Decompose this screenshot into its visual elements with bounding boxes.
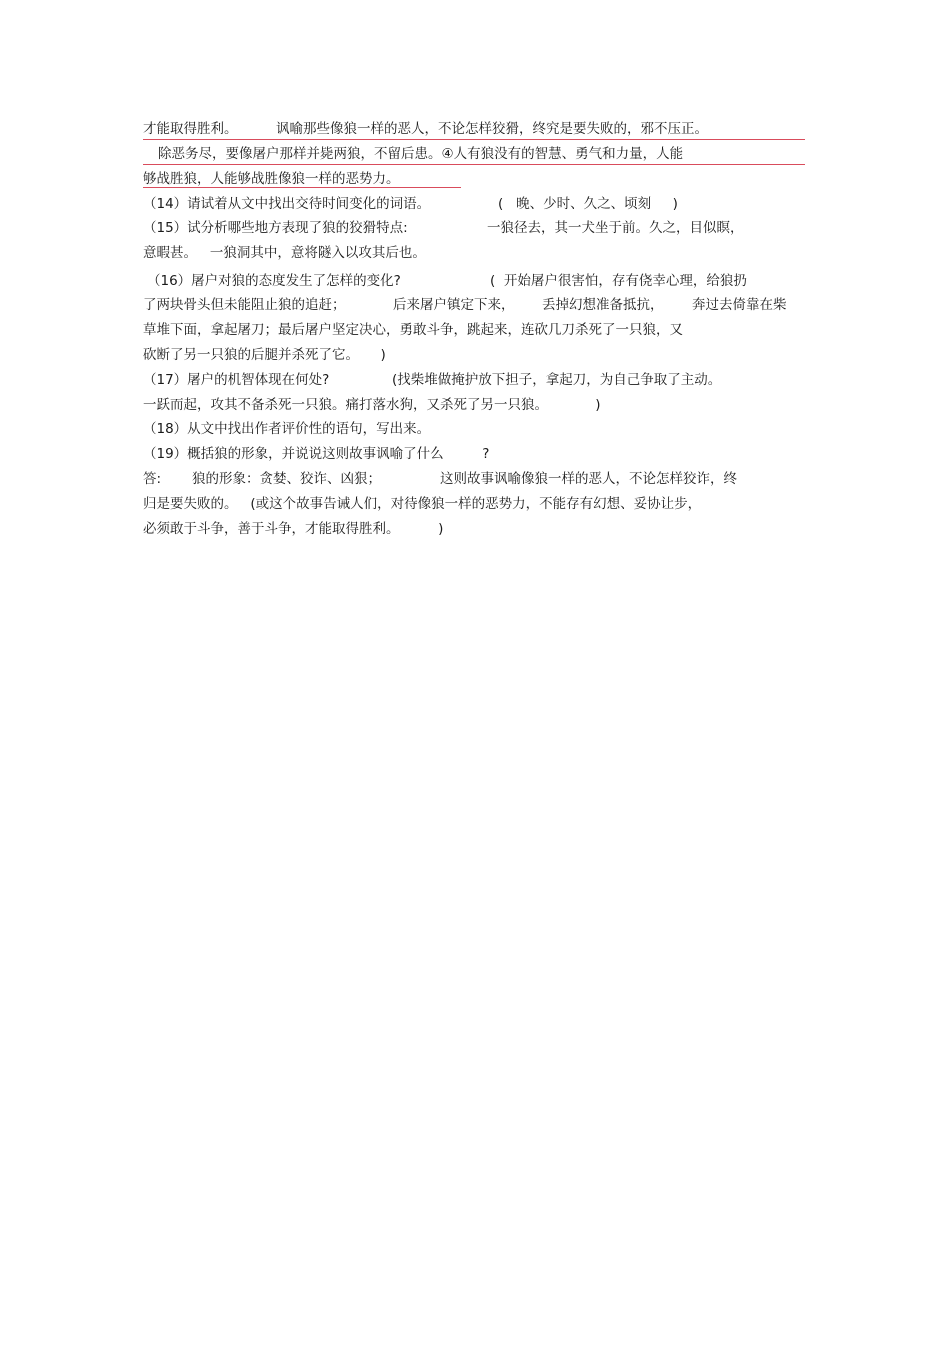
question-17 — [0, 371, 722, 389]
conclusion-text: 够战胜狼，人能够战胜像狼一样的恶势力。 — [143, 171, 400, 187]
question-text: （19）概括狼的形象，并说说这则故事讽喻了什么 ? — [143, 446, 490, 462]
question-text: （15）试分析哪些地方表现了狼的狡猾特点: — [143, 220, 408, 236]
answer-text: 意暇甚。 一狼洞其中，意将隧入以攻其后也。 — [143, 245, 426, 261]
question-16-answer-line-4 — [0, 346, 386, 364]
question-15-answer-line-2 — [0, 244, 426, 262]
red-underline — [143, 139, 805, 140]
answer-text: ( 开始屠户很害怕，存有侥幸心理，给狼扔 — [490, 273, 747, 289]
conclusion-text: 讽喻那些像狼一样的恶人，不论怎样狡猾，终究是要失败的，邪不压正。 — [276, 121, 708, 137]
question-16 — [0, 272, 747, 290]
conclusion-text: 除恶务尽，要像屠户那样并毙两狼，不留后患。④人有狼没有的智慧、勇气和力量，人能 — [158, 146, 684, 162]
question-19-answer-line-2 — [0, 495, 702, 513]
answer-text: 草堆下面，拿起屠刀；最后屠户坚定决心，勇敢斗争，跳起来，连砍几刀杀死了一只狼，又 — [143, 322, 683, 338]
question-19-answer-line-1 — [0, 470, 737, 488]
answer-text: 后来屠户镇定下来， — [393, 297, 515, 313]
question-16-answer-line-2 — [0, 296, 787, 314]
question-text: （16）屠户对狼的态度发生了怎样的变化? — [147, 273, 401, 289]
question-18 — [0, 420, 431, 438]
question-text: （14）请试着从文中找出交待时间变化的词语。 — [143, 196, 431, 212]
answer-text: 必须敢于斗争，善于斗争，才能取得胜利。 ) — [143, 521, 444, 537]
conclusion-line-3 — [0, 170, 400, 188]
answer-text: 一狼径去，其一犬坐于前。久之，目似瞑， — [487, 220, 744, 236]
answer-text: (找柴堆做掩护放下担子，拿起刀，为自己争取了主动。 — [392, 372, 722, 388]
answer-text: 砍断了另一只狼的后腿并杀死了它。 ) — [143, 347, 386, 363]
question-text: （17）屠户的机智体现在何处? — [143, 372, 330, 388]
answer-text: ( 晚、少时、久之、顷刻 ) — [498, 196, 678, 212]
answer-text: 归是要失败的。 (或这个故事告诫人们，对待像狼一样的恶势力，不能存有幻想、妥协让步， — [143, 496, 702, 512]
conclusion-line-2 — [0, 145, 684, 163]
red-underline — [143, 187, 461, 188]
question-17-answer-line-2 — [0, 396, 601, 414]
answer-text: 奔过去倚靠在柴 — [692, 297, 787, 313]
answer-text: 了两块骨头但未能阻止狼的追赶； — [143, 297, 346, 313]
answer-text: 丢掉幻想准备抵抗， — [542, 297, 664, 313]
answer-text: 一跃而起，攻其不备杀死一只狼。痛打落水狗，又杀死了另一只狼。 ) — [143, 397, 601, 413]
question-15 — [0, 219, 744, 237]
red-underline — [143, 164, 805, 165]
answer-label: 答: — [143, 471, 162, 487]
question-text: （18）从文中找出作者评价性的语句，写出来。 — [143, 421, 431, 437]
answer-text: 狼的形象：贪婪、狡诈、凶狠； — [192, 471, 381, 487]
answer-text: 这则故事讽喻像狼一样的恶人，不论怎样狡诈，终 — [440, 471, 737, 487]
conclusion-line-1 — [0, 120, 708, 138]
conclusion-text: 才能取得胜利。 — [143, 121, 238, 137]
question-19 — [0, 445, 490, 463]
question-19-answer-line-3 — [0, 520, 444, 538]
question-14 — [0, 195, 678, 213]
question-16-answer-line-3 — [0, 321, 683, 339]
